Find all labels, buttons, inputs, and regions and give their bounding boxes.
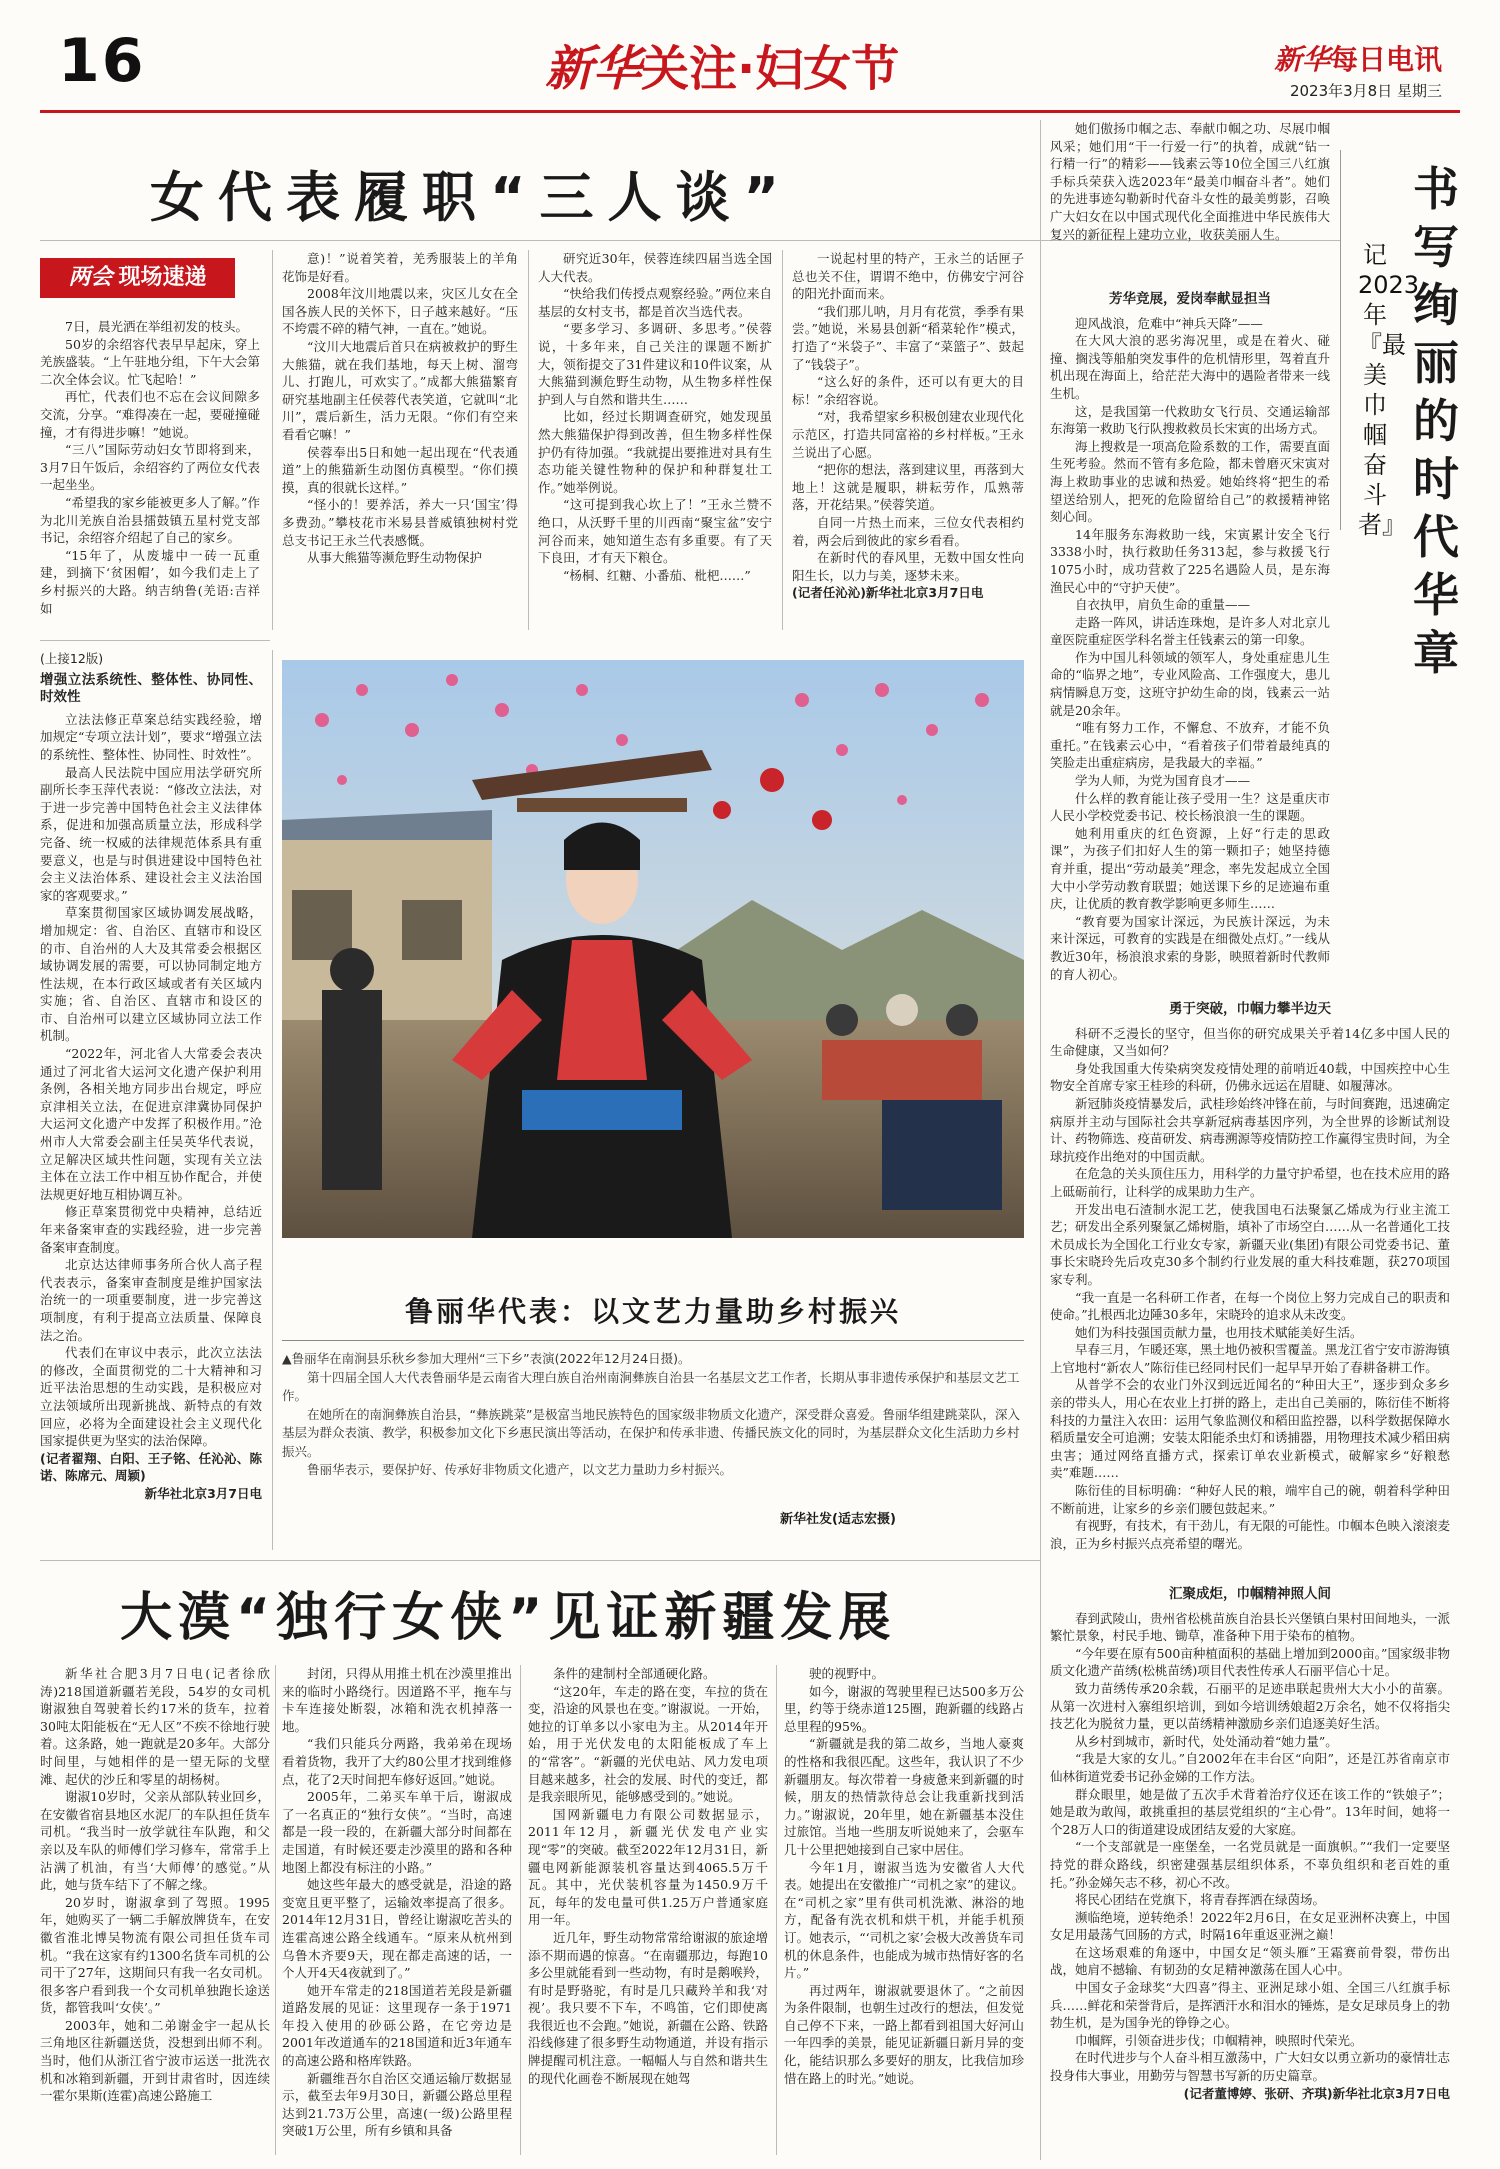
paragraph: 濒临绝境，逆转绝杀！2022年2月6日，在女足亚洲杯决赛上，中国女足用最荡气回肠的方式，时隔16年重返亚洲之巅！ <box>1050 1909 1450 1943</box>
section-masthead <box>545 30 899 99</box>
paragraph: 作为中国儿科领域的领军人，身处重症患儿生命的“临界之地”，专业风险高、工作强度大，患儿病情瞬息万变，这班守护幼生命的岗，钱素云一站就是20余年。 <box>1050 649 1330 718</box>
paragraph: 春到武陵山，贵州省松桃苗族自治县长兴堡镇白果村田间地头，一派繁忙景象，村民手地、锄草，准备种下用于染布的植物。 <box>1050 1610 1450 1644</box>
caption-line: ▲鲁丽华在南涧县乐秋乡参加大理州“三下乡”表演(2022年12月24日摄)。 <box>282 1351 691 1366</box>
paragraph: “这20年，车走的路在变，车拉的货在变，沿途的风景也在变。”谢淑说。一开始，她拉的订单多以小家电为主。从2014年开始，用于光伏发电的太阳能板成了车上的“常客”。“新疆的光伏电站、风力发电项目越来越多，社会的发展、时代的变迁，都是我亲眼所见，能够感受到的。”她说。 <box>528 1683 768 1805</box>
paragraph: 14年服务东海救助一线，宋寅累计安全飞行3338小时，执行救助任务313起，参与救援飞行1075小时，成功营救了225名遇险人员，是东海渔民心中的“守护天使”。 <box>1050 526 1330 595</box>
paragraph: 修正草案贯彻党中央精神，总结近年来备案审查的实践经验，进一步完善备案审查制度。 <box>40 1204 262 1255</box>
paragraph: 什么样的教育能让孩子受用一生？这是重庆市人民小学校党委书记、校长杨浪浪一生的课题。 <box>1050 790 1330 824</box>
paragraph: 国网新疆电力有限公司数据显示，2011年12月，新疆光伏发电产业实现“零”的突破。截至2022年12月31日，新疆电网新能源装机容量达到4065.5万千瓦。其中，光伏装机容量为1450.9万千瓦，每年的发电量可供1.25万户普通家庭用一年。 <box>528 1806 768 1928</box>
paragraph: “对，我希望家乡积极创建农业现代化示范区，打造共同富裕的乡村样板。”王永兰说出了心愿。 <box>792 409 1024 460</box>
paragraph: 自同一片热土而来，三位女代表相约着，两会后到彼此的家乡看看。 <box>792 514 1024 548</box>
paragraph: 20岁时，谢淑拿到了驾照。1995年，她购买了一辆二手解放牌货车，在安徽省淮北博吴物流有限公司担任货车司机。“我在这家有约1300名货车司机的公司干了27年，这期间只有我一名女司机。很多客户看到我一个女司机单独跑长途送货，都管我叫‘女侠’。” <box>40 1894 270 2016</box>
paragraph: 海上搜救是一项高危险系数的工作，需要直面生死考验。然而不管有多危险，都未曾磨灭宋寅对海上救助事业的忠诚和热爱。她始终将“把生的希望送给别人，把死的危险留给自己”的救援精神铭刻心间。 <box>1050 438 1330 525</box>
paragraph: 封闭，只得从用推土机在沙漠里推出来的临时小路绕行。因道路不平，拖车与卡车连接处断裂，冰箱和洗衣机掉落一地。 <box>282 1666 512 1734</box>
photo-illustration <box>282 660 1024 1238</box>
story3-column-3 <box>528 1665 768 2155</box>
divider <box>528 250 529 630</box>
paragraph: 走路一阵风，讲话连珠炮，是许多人对北京儿童医院重症医学科名誉主任钱素云的第一印象。 <box>1050 614 1330 648</box>
continued-note: (上接12版) <box>40 651 104 666</box>
paragraph: 自衣执甲，肩负生命的重量—— <box>1075 597 1251 613</box>
paper-brand <box>1274 38 1442 78</box>
paragraph: 新华社合肥3月7日电(记者徐欣涛)218国道新疆若羌段，54岁的女司机谢淑独自驾驶着长约17米的货车，拉着30吨太阳能板在“无人区”不疾不徐地行驶着。这条路，她一跑就是20多年。大部分时间里，与她相伴的是一望无际的戈壁滩、起伏的沙丘和零星的胡杨树。 <box>40 1666 270 1787</box>
paragraph: 驶的视野中。 <box>809 1666 885 1681</box>
caption-line: 鲁丽华表示，要保护好、传承好非物质文化遗产，以文艺力量助力乡村振兴。 <box>307 1462 733 1477</box>
paragraph: 致力苗绣传承20余载，石丽平的足迹串联起贵州大大小小的苗寨。从第一次进村入寨组织培训，到如今培训绣娘超2万余名，她不仅将指尖技艺化为脱贫力量，更以苗绣精神激励乡亲们追逐美好生活。 <box>1050 1680 1450 1732</box>
paragraph: 2003年，她和二弟谢金宇一起从长三角地区往新疆送货，没想到出师不利。当时，他们从浙江省宁波市运送一批洗衣机和冰箱到新疆，开到甘肃省时，因连续一霍尔果斯(连霍)高速公路施工 <box>40 2017 270 2104</box>
divider <box>275 1665 276 2155</box>
paragraph: “这可提到我心坎上了！”王永兰赞不绝口，从沃野千里的川西南“聚宝盆”安宁河谷而来，她知道生态有多重要。有了天下良田，才有天下粮仓。 <box>538 497 772 566</box>
paragraph: “汶川大地震后首只在病被救护的野生大熊猫，就在我们基地，每天上树、溜弯儿、打跑儿，可欢实了。”成都大熊猫繁育研究基地副主任侯蓉代表笑道，它就叫“北川”，震后新生，活力无限。“你们有空来看看它嘛！” <box>282 338 518 442</box>
divider <box>776 1665 777 2155</box>
paragraph: “新疆就是我的第二故乡，当地人豪爽的性格和我很匹配。这些年，我认识了不少新疆朋友。每次带着一身疲惫来到新疆的时候，朋友的热情款待总会让我重新找到活力。”谢淑说，20年里，她在新疆基本没住过旅馆。当地一些朋友听说她来了，会驱车几十公里把她接到自己家中居住。 <box>784 1736 1024 1857</box>
paper-brand-logo: 新华 <box>1273 43 1330 76</box>
paragraph: 有视野，有技术，有干劲儿，有无限的可能性。巾帼本色映入滚滚麦浪，正为乡村振兴点亮希望的曙光。 <box>1050 1518 1450 1551</box>
story4-subtitle: 记2023年『最美巾帼奋斗者』 <box>1358 241 1420 539</box>
story2-signature: (记者翟翔、白阳、王子铭、任沁沁、陈诺、陈席元、周颖) <box>40 1450 262 1484</box>
paragraph: 她这些年最大的感受就是，沿途的路变宽且更平整了，运输效率提高了很多。2014年12月31日，曾经让谢淑吃苦头的连霍高速公路全线通车。“原来从杭州到乌鲁木齐要9天，现在都走高速的话，一个人开4天4夜就到了。” <box>282 1877 512 1981</box>
paragraph: “杨桐、红糖、小番茄、枇杷……” <box>563 567 751 583</box>
paragraph: 再过两年，谢淑就要退休了。“之前因为条件限制，也朝生过改行的想法，但发觉自己停不下来，一路上都看到祖国大好河山一年四季的美景，能见证新疆日新月异的变化，能结识那么多要好的朋友，比我信加珍惜在路上的时光。”她说。 <box>784 1982 1024 2086</box>
paragraph: “教育要为国家计深远，为民族计深远，为未来计深远，可教育的实践是在细微处点灯。”一线从教近30年，杨浪浪求索的身影，映照着新时代教师的育人初心。 <box>1050 913 1330 982</box>
paragraph: 草案贯彻国家区域协调发展战略，增加规定：省、自治区、直辖市和设区的市、自治州的人大及其常委会根据区域协调发展的需要，可以协同制定地方性法规，在本行政区域或者有关区域内实施；省、自治区、直辖市和设区的市、自治州可以建立区域协同立法工作机制。 <box>40 905 262 1044</box>
paragraph: 近几年，野生动物常常给谢淑的旅途增添不期而遇的惊喜。“在南疆那边，每跑10多公里就能看到一些动物，有时是鹅喉羚，有时是野骆驼，有时是几只藏羚羊和我‘对视’。我只要不下车，不鸣笛，它们即使离我很近也不会跑。”她说，新疆在公路、铁路沿线修建了很多野生动物通道，并设有指示牌提醒司机注意。一幅幅人与自然和谐共生的现代化画卷不断展现在她驾 <box>528 1929 768 2086</box>
paragraph: 群众眼里，她是做了五次手术背着治疗仪还在该工作的“铁娘子”；她是敢为敢闯，敢挑重担的基层党组织的“主心骨”。13年时间，她将一个28万人口的街道建设成团结友爱的大家庭。 <box>1050 1786 1450 1837</box>
story1-headline: 女代表履职“三人谈” <box>150 166 793 229</box>
photo-caption-title: 鲁丽华代表：以文艺力量助乡村振兴 <box>404 1295 901 1328</box>
paragraph: 在新时代的春风里，无数中国女性向阳生长，以力与美，逐梦未来。 <box>792 550 1024 583</box>
divider <box>520 1665 521 2155</box>
paragraph: 在时代进步与个人奋斗相互激荡中，广大妇女以勇立新功的豪情壮志投身伟大事业，用勤劳与智慧书写新的历史篇章。 <box>1050 2050 1450 2084</box>
paragraph: “我们只能兵分两路，我弟弟在现场看着货物，我开了大约80公里才找到维修点，花了2天时间把车修好返回。”她说。 <box>282 1736 512 1787</box>
paragraph: 研究近30年，侯蓉连续四届当选全国人大代表。 <box>538 251 772 284</box>
paragraph: 科研不乏漫长的坚守，但当你的研究成果关乎着14亿多中国人民的生命健康，又当如何？ <box>1050 1025 1450 1059</box>
paragraph: “这么好的条件，还可以有更大的目标！”余绍容说。 <box>792 374 1024 407</box>
divider <box>1040 120 1041 2160</box>
paragraph: “唯有努力工作，不懈怠、不放弃，才能不负重托。”在钱素云心中，“看着孩子们带着最纯真的笑脸走出重症病房，是我最大的幸福。” <box>1050 720 1330 771</box>
masthead-brand: 新华 <box>545 41 642 97</box>
paragraph: 在这场艰难的角逐中，中国女足“领头雁”王霜赛前骨裂，带伤出战，她肩不撼输、有韧劲的女足精神激荡在国人心中。 <box>1050 1944 1450 1978</box>
story1-column-1 <box>40 318 260 618</box>
story3-column-4 <box>784 1665 1024 2155</box>
paragraph: 7日，晨光洒在举组初发的枝头。 <box>65 319 248 334</box>
paragraph: 陈衍佳的目标明确：“种好人民的粮，端牢自己的碗，朝着科学种田不断前进，让家乡的乡亲们腰包鼓起来。” <box>1050 1483 1450 1516</box>
story4-intro <box>1050 120 1330 300</box>
photo-credit: 新华社发(适志宏摄) <box>780 1512 896 1527</box>
divider <box>40 640 270 641</box>
paragraph: 代表们在审议中表示，此次立法法的修改，全面贯彻党的二十大精神和习近平法治思想的生动实践，是积极应对立法领域所出现新挑战、新特点的有效回应，必将为全面建设社会主义现代化国家提供更为坚实的法治保障。 <box>40 1345 262 1449</box>
paragraph: 2005年，二弟买车单干后，谢淑成了一名真正的“独行女侠”。“当时，高速都是一段一段的，在新疆大部分时间都在走国道，有时候还要走沙漠里的路和各种地图上都没有标注的小路。” <box>282 1789 512 1875</box>
paragraph: “一个支部就是一座堡垒，一名党员就是一面旗帜。”“我们一定要坚持党的群众路线，织密建强基层组织体系，不辜负组织和老百姓的重托。”孙金娣矢志不移，初心不改。 <box>1050 1839 1450 1890</box>
paper-name: 每日电讯 <box>1329 43 1442 76</box>
paragraph: “把你的想法，落到建议里，再落到大地上！这就是履职，耕耘劳作，瓜熟蒂落，开花结果。”侯蓉笑道。 <box>792 462 1024 513</box>
paragraph: 从普学不会的农业门外汉到远近闻名的“种田大王”，逐步到众多乡亲的带头人，用心在农业上打拼的路上，走出自己美丽的，陈衍佳不断将科技的力量注入农田：运用气象监测仪和稻田监控器，以科学数据保障水稻质量安全可追溯；安装太阳能杀虫灯和诱捕器，用物理技术减少稻田病虫害；通过网络直播方式，探索订单农业新模式，破解家乡“好粮愁卖”难题…… <box>1050 1377 1450 1481</box>
paragraph: “我是大家的女儿。”自2002年在丰台区“向阳”，还是江苏省南京市仙林街道党委书记孙金娣的工作方法。 <box>1050 1751 1450 1784</box>
header-rule <box>40 110 1460 113</box>
story4-title: 书写绚丽的时代华章 <box>1413 162 1459 680</box>
paragraph: 比如，经过长期调查研究，她发现虽然大熊猫保护得到改善，但生物多样性保护仍有待加强。“我就提出要推进对具有生态功能关键性物种的保护和种群复壮工作。”她举例说。 <box>538 409 772 495</box>
story3-column-2 <box>282 1665 512 2155</box>
paragraph: 最高人民法院中国应用法学研究所副所长李玉萍代表说：“修改立法法，对于进一步完善中国特色社会主义法律体系，促进和加强高质量立法，形成科学完备、统一权威的法律规范体系具有重要意义，也是与时俱进建设中国特色社会主义法治体系、建设社会主义法治国家的客观要求。” <box>40 764 262 903</box>
paragraph: 谢淑10岁时，父亲从部队转业回乡，在安徽省宿县地区水泥厂的车队担任货车司机。“我当时一放学就往车队跑，和父亲以及车队的师傅们学习修车，常常手上沾满了机油，有当‘大师傅’的感觉。”从此，她与货车结下了不解之缘。 <box>40 1789 270 1893</box>
paragraph: 意)！”说着笑着，羌秀服装上的羊角花饰是好看。 <box>282 251 518 284</box>
section-title: 芳华竞展，爱岗奉献显担当 <box>1109 291 1271 307</box>
story2-dateline: 新华社北京3月7日电 <box>144 1485 262 1501</box>
paragraph: 身处我国重大传染病突发疫情处理的前哨近40载，中国疾控中心生物安全首席专家王桂珍的科研，仍佛永远运在眉睫、如履薄冰。 <box>1050 1060 1450 1094</box>
section-title: 汇聚成炬，巾帼精神照人间 <box>1169 1586 1331 1602</box>
story1-column-3 <box>538 250 772 630</box>
paragraph: “三八”国际劳动妇女节即将到来，3月7日午饭后，余绍容约了两位女代表一起坐坐。 <box>40 442 260 493</box>
paragraph: 开发出电石渣制水泥工艺，使我国电石法聚氯乙烯成为行业主流工艺；研发出全系列聚氯乙烯树脂，填补了市场空白……从一名普通化工技术员成长为全国化工行业女专家，新疆天业(集团)有限公司党委书记、董事长宋晓玲先后攻克30多个制约行业发展的重大科技难题，获270项国家专利。 <box>1050 1201 1450 1287</box>
story3-headline: 大漠“独行女侠”见证新疆发展 <box>120 1588 897 1648</box>
paragraph: “要多学习、多调研、多思考。”侯蓉说，十多年来，自己关注的课题不断扩大，领衔提交了31件建议和10件议案，从大熊猫到濒危野生动物，从生物多样性保护到人与自然和谐共生…… <box>538 321 772 407</box>
paragraph: 学为人师，为党为国育良才—— <box>1075 773 1251 789</box>
story2-subhead: 增强立法系统性、整体性、协同性、时效性 <box>40 671 262 706</box>
section-badge <box>40 258 235 298</box>
story1-signature: (记者任沁沁)新华社北京3月7日电 <box>792 585 984 601</box>
paragraph: 巾帼辉，引领奋进步伐；巾帼精神，映照时代荣光。 <box>1075 2032 1363 2048</box>
story4-section-3 <box>1050 1580 1450 2160</box>
divider <box>40 1560 1040 1561</box>
paragraph: 50岁的余绍容代表早早起床，穿上羌族盛装。“上午驻地分组，下午大会第二次全体会议。忙飞起哈！” <box>40 336 260 387</box>
badge-text: 现场速递 <box>118 265 207 290</box>
news-photo <box>282 660 1024 1238</box>
paragraph: 从事大熊猫等濒危野生动物保护 <box>307 550 483 566</box>
paragraph: 早春三月，乍暖还寒，黑土地仍被积雪覆盖。黑龙江省宁安市游海镇上官地村“新农人”陈衍佳已经同村民们一起早早开始了春耕备耕工作。 <box>1050 1342 1450 1375</box>
paragraph: 条件的建制村全部通硬化路。 <box>553 1666 716 1681</box>
caption-rule <box>282 1340 1024 1341</box>
divider <box>1340 150 1341 530</box>
paragraph: 立法法修正草案总结实践经验，增加规定“专项立法计划”，要求“增强立法的系统性、整体性、协同性、时效性”。 <box>40 711 262 762</box>
divider <box>272 250 273 630</box>
paragraph: 在危急的关头顶住压力，用科学的力量守护希望，也在技术应用的路上砥砺前行，让科学的成果助力生产。 <box>1050 1166 1450 1199</box>
section-title: 勇于突破，巾帼力攀半边天 <box>1169 1001 1331 1017</box>
paragraph: 她们为科技强国贡献力量，也用技术赋能美好生活。 <box>1075 1324 1363 1340</box>
paragraph: 在大风大浪的恶劣海况里，或是在着火、碰撞、搁浅等船舶突发事件的危机情形里，驾着直升机出现在海面上，给茫茫大海中的遇险者带来一线生机。 <box>1050 333 1330 401</box>
paragraph: “我一直是一名科研工作者，在每一个岗位上努力完成自己的职责和使命。”扎根西北边陲30多年，宋晓玲的追求从未改变。 <box>1050 1289 1450 1323</box>
paragraph: 从乡村到城市，新时代，处处涌动着“她力量”。 <box>1075 1733 1338 1749</box>
paragraph: 她们傲扬巾帼之志、奉献巾帼之功、尽展巾帼风采；她们用“干一行爱一行”的执着，成就“钻一行精一行”的精彩——钱素云等10位全国三八红旗手标兵荣获入选2023年“最美巾帼奋斗者”。她们的先进事迹勾勒新时代奋斗女性的最美剪影，召唤广大妇女在以中国式现代化全面推进中华民族伟大复兴的新征程上建功立业，收获美丽人生。 <box>1050 121 1330 242</box>
paragraph: 这，是我国第一代救助女飞行员、交通运输部东海第一救助飞行队搜救救员长宋寅的出场方式。 <box>1050 403 1330 437</box>
photo-caption <box>282 1350 1024 1480</box>
paragraph: “今年要在原有500亩种植面积的基础上增加到2000亩。”国家级非物质文化遗产苗绣(松桃苗绣)项目代表性传承人石丽平信心十足。 <box>1050 1645 1450 1679</box>
paragraph: 2008年汶川地震以来，灾区儿女在全国各族人民的关怀下，日子越来越好。“压不垮震不碎的精气神，一直在。”她说。 <box>282 286 518 337</box>
paragraph: “怪小的！要养活，养大一只‘国宝’得多费劲。”攀枝花市米易县普威镇独树村党总支书记王永兰代表感慨。 <box>282 497 518 548</box>
story3-column-1 <box>40 1665 270 2155</box>
paragraph: 中国女子金球奖“大四喜”得主、亚洲足球小姐、全国三八红旗手标兵……鲜花和荣誉背后，是挥洒汗水和泪水的锤炼，是女足球员身上的勃勃生机，是为国争光的铮铮之心。 <box>1050 1980 1450 2031</box>
story1-column-4 <box>792 250 1024 630</box>
story4-section-1 <box>1050 285 1330 985</box>
paragraph: “15年了，从废墟中一砖一瓦重建，到摘下‘贫困帽’，如今我们走上了乡村振兴的大路。纳吉纳鲁(羌语:吉祥如 <box>40 547 260 616</box>
divider <box>272 650 273 1550</box>
paragraph: 新冠肺炎疫情暴发后，武桂珍始终冲锋在前，与时间赛跑，迅速确定病原并主动与国际社会共享新冠病毒基因序列，为全世界的诊断试剂设计、药物筛选、疫苗研发、病毒溯源等疫情防控工作赢得宝贵时间，为全球抗疫作出绝对的中国贡献。 <box>1050 1095 1450 1164</box>
paragraph: 侯蓉奉出5日和她一起出现在“代表通道”上的熊猫新生动图仿真模型。“你们摸摸，真的很就长这样。” <box>282 444 518 495</box>
paragraph: 再忙，代表们也不忘在会议间隙多交流，分享。“难得凑在一起，要碰撞碰撞，才有得进步嘛！”她说。 <box>40 389 260 440</box>
paragraph: 新疆维吾尔自治区交通运输厅数据显示，截至去年9月30日，新疆公路总里程达到21.73万公里，高速(一级)公路里程突破1万公里，所有乡镇和具备 <box>282 2070 512 2139</box>
story1-column-2 <box>282 250 518 630</box>
story2-legislation <box>40 650 262 1550</box>
paragraph: “快给我们传授点观察经验。”两位来自基层的女村支书，都是首次当选代表。 <box>538 286 772 319</box>
paragraph: 她开车常走的218国道若羌段是新疆道路发展的见证：这里现存一条于1971年投入使用的砂砾公路，在它旁边是2001年改道通车的218国道和近3年通车的高速公路和格库铁路。 <box>282 1982 512 2069</box>
caption-line: 在她所在的南涧彝族自治县，“彝族跳菜”是极富当地民族特色的国家级非物质文化遗产，深受群众喜爱。鲁丽华组建跳菜队，深入基层为群众表演、教学，积极参加文化下乡惠民演出等活动，在保护和传承非遗、传播民族文化的同时，为基层群众文化生活助力乡村振兴。 <box>282 1406 1020 1459</box>
paragraph: 将民心团结在党旗下，将青春挥洒在绿茵场。 <box>1075 1892 1326 1908</box>
paragraph: “2022年，河北省人大常委会表决通过了河北省大运河文化遗产保护利用条例，各相关地方同步出台规定，呼应京津相关立法，在促进京津冀协同保护大运河文化遗产中发挥了积极作用。”沧州市人大常委会副主任吴英华代表说，立足解决区域共性问题，实现有关立法主体在立法工作中相互协作配合，并使法规更好地互相协调互补。 <box>40 1046 262 1202</box>
paragraph: 迎风战浪，危难中“神兵天降”—— <box>1075 315 1263 331</box>
paragraph: 一说起村里的特产，王永兰的话匣子总也关不住，谓谓不绝中，仿佛安宁河谷的阳光扑面而来。 <box>792 251 1024 302</box>
paragraph: “我们那儿呐，月月有花赏，季季有果尝。”她说，米易县创新“稻菜轮作”模式，打造了“米袋子”、丰富了“菜篮子”、鼓起了“钱袋子”。 <box>792 303 1024 372</box>
paragraph: “希望我的家乡能被更多人了解。”作为北川羌族自治县擂鼓镇五星村党支部书记，余绍容介绍起了自己的家乡。 <box>40 494 260 546</box>
publication-date: 2023年3月8日 星期三 <box>1289 82 1442 100</box>
story4-signature: (记者董博婷、张研、齐琪)新华社北京3月7日电 <box>1183 2085 1450 2101</box>
page-number: 16 <box>58 26 146 96</box>
story4-section-2 <box>1050 995 1450 1575</box>
badge-brand: 两会 <box>68 265 113 290</box>
paragraph: 她利用重庆的红色资源，上好“行走的思政课”，为孩子们扣好人生的第一颗扣子；她坚持德育并重，提出“劳动最美”理念，率先发起成立全国大中小学劳动教育联盟；她送课下乡的足迹遍布重庆，让优质的教育教学影响更多师生…… <box>1050 825 1330 912</box>
paragraph: 北京达达律师事务所合伙人高子程代表表示，备案审查制度是维护国家法治统一的一项重要制度，进一步完善这项制度，有利于提高立法质量、保障良法之治。 <box>40 1257 262 1343</box>
divider <box>782 250 783 630</box>
caption-line: 第十四届全国人大代表鲁丽华是云南省大理白族自治州南涧彝族自治县一名基层文艺工作者，长期从事非遗传承保护和基层文艺工作。 <box>282 1369 1020 1403</box>
masthead-text: 关注·妇女节 <box>641 41 900 97</box>
paragraph: 今年1月，谢淑当选为安徽省人大代表。她提出在安徽推广“司机之家”的建议。在“司机之家”里有供司机洗漱、淋浴的地方，配备有洗衣机和烘干机，并能手机预订。她表示，“‘司机之家’会极大改善货车司机的休息条件，也能成为城市热情好客的名片。” <box>784 1859 1024 1981</box>
paragraph: 如今，谢淑的驾驶里程已达500多万公里，约等于绕赤道125圈，跑新疆的线路占总里程的95%。 <box>784 1683 1024 1734</box>
